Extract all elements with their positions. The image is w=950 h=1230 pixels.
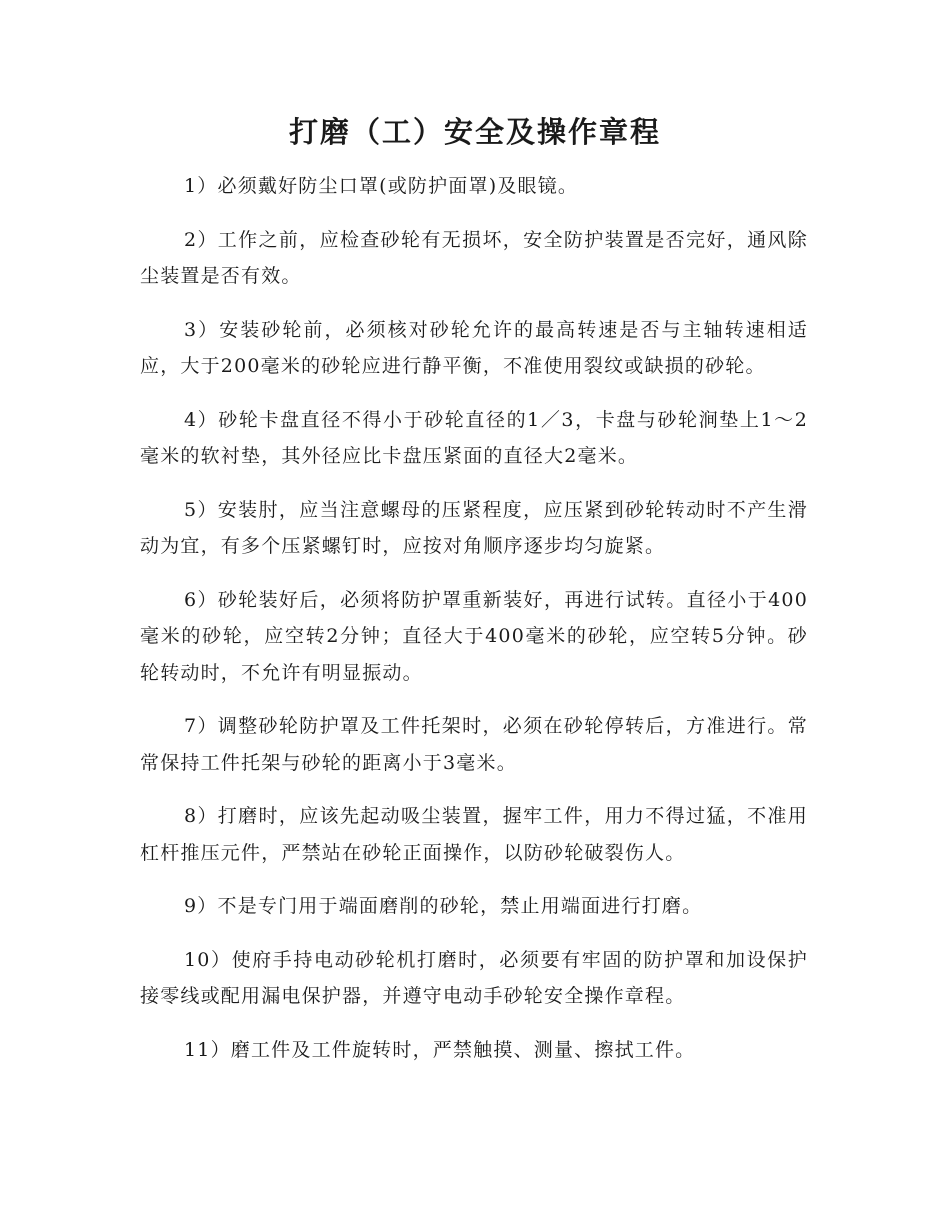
document-title: 打磨（工）安全及操作章程 xyxy=(288,115,661,149)
rule-item: 10）使府手持电动砂轮机打磨时，必须要有牢固的防护罩和加设保护接零线或配用漏电保护器，并遵守电动手砂轮安全操作章程。 xyxy=(140,948,808,1007)
rule-item: 1）必须戴好防尘口罩(或防护面罩)及眼镜。 xyxy=(184,175,579,197)
rule-item: 6）砂轮装好后，必须将防护罩重新装好，再进行试转。直径小于400毫米的砂轮，应空转2分钟；直径大于400毫米的砂轮，应空转5分钟。砂轮转动时，不允许有明显振动。 xyxy=(140,588,808,684)
rule-item: 2）工作之前，应检查砂轮有无损坏，安全防护装置是否完好，通风除尘装置是否有效。 xyxy=(140,228,808,287)
rule-item: 8）打磨时，应该先起动吸尘装置，握牢工件，用力不得过猛，不准用杠杆推压元件，严禁站在砂轮正面操作，以防砂轮破裂伤人。 xyxy=(140,805,808,864)
rules-list xyxy=(140,168,808,1085)
rule-item: 11）磨工件及工件旋转时，严禁触摸、测量、擦拭工件。 xyxy=(184,1038,696,1061)
rule-item: 4）砂轮卡盘直径不得小于砂轮直径的1／3，卡盘与砂轮涧垫上1～2毫米的软衬垫，其外径应比卡盘压紧面的直径大2毫米。 xyxy=(140,408,808,467)
rule-item: 7）调整砂轮防护罩及工件托架时，必须在砂轮停转后，方准进行。常常保持工件托架与砂轮的距离小于3毫米。 xyxy=(140,715,808,774)
rule-item: 3）安装砂轮前，必须核对砂轮允许的最高转速是否与主轴转速相适应，大于200毫米的砂轮应进行静平衡，不准使用裂纹或缺损的砂轮。 xyxy=(140,318,808,377)
rule-item: 9）不是专门用于端面磨削的砂轮，禁止用端面进行打磨。 xyxy=(184,895,703,917)
rule-item: 5）安装肘，应当注意螺母的压紧程度，应压紧到砂轮转动时不产生滑动为宜，有多个压紧螺钉时，应按对角顺序逐步均匀旋紧。 xyxy=(140,498,808,557)
